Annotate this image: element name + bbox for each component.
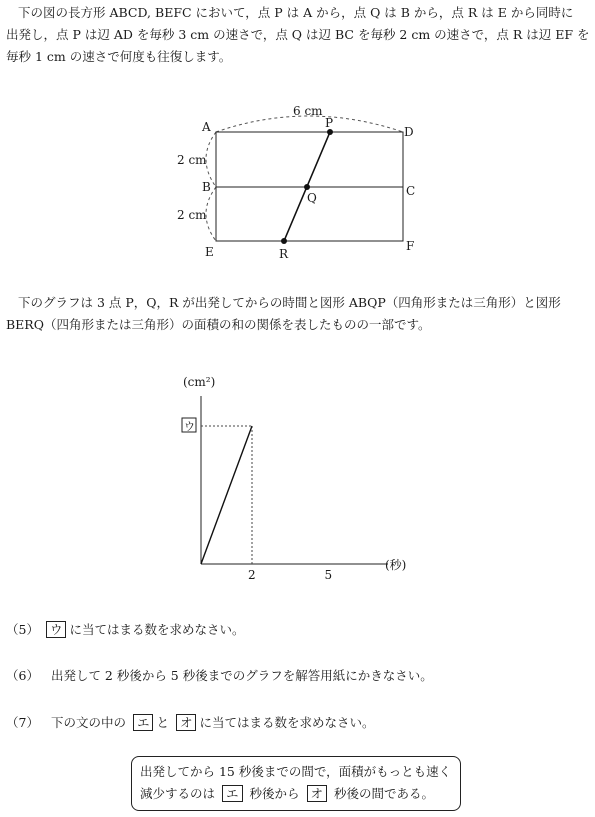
q7-pre: 下の文の中の xyxy=(50,715,126,730)
question-6 xyxy=(6,666,433,684)
x-axis-label: (秒) xyxy=(385,558,407,572)
question-7 xyxy=(6,713,374,731)
point-r-dot xyxy=(281,238,287,244)
intro-line-3: 毎秒 1 cm の速さで何度も往復します。 xyxy=(6,49,232,64)
question-5 xyxy=(6,620,244,638)
statement-post: 秒後の間である。 xyxy=(334,786,435,801)
graph-intro-line-1: 下のグラフは 3 点 P，Q，R が出発してからの時間と図形 ABQP（四角形または三角形）と図形 xyxy=(18,295,561,310)
statement-line-1: 出発してから 15 秒後までの間で，面積がもっとも速く xyxy=(140,764,452,779)
rectangle-figure xyxy=(160,98,430,263)
statement-box xyxy=(131,756,461,811)
q7-box-o: オ xyxy=(176,714,197,731)
statement-box-e: エ xyxy=(222,785,243,802)
graph-intro-paragraph xyxy=(6,292,590,336)
lower-height-label: 2 cm xyxy=(177,208,207,222)
label-p: P xyxy=(325,116,334,130)
series-line xyxy=(201,426,252,564)
label-c: C xyxy=(406,184,416,198)
q7-and: と xyxy=(156,715,169,730)
upper-height-label: 2 cm xyxy=(177,153,207,167)
y-axis-label: (cm²) xyxy=(183,375,216,389)
intro-line-1: 下の図の長方形 ABCD, BEFC において，点 P は A から，点 Q は B から，点 R は E から同時に xyxy=(18,5,574,20)
q6-number: （6） xyxy=(6,668,39,683)
width-label: 6 cm xyxy=(293,104,323,118)
statement-line-2 xyxy=(140,783,452,805)
width-arc xyxy=(216,116,403,132)
label-a: A xyxy=(202,120,211,134)
x-tick-label-2: 2 xyxy=(248,568,256,582)
upper-height-arc xyxy=(206,132,216,187)
lower-height-arc xyxy=(206,187,216,241)
q6-text: 出発して 2 秒後から 5 秒後までのグラフを解答用紙にかきなさい。 xyxy=(50,668,433,683)
label-b: B xyxy=(202,180,211,194)
statement-mid: 秒後から xyxy=(249,786,300,801)
label-d: D xyxy=(404,125,414,139)
area-graph xyxy=(170,368,430,588)
q7-post: に当てはまる数を求めなさい。 xyxy=(199,715,375,730)
x-tick-label-5: 5 xyxy=(324,568,333,582)
point-q-dot xyxy=(304,184,310,190)
intro-paragraph xyxy=(6,2,590,68)
q5-box-u: ウ xyxy=(46,621,67,638)
label-q: Q xyxy=(307,191,317,205)
label-e: E xyxy=(205,245,214,259)
q7-number: （7） xyxy=(6,715,39,730)
statement-pre: 減少するのは xyxy=(140,786,216,801)
statement-box-o: オ xyxy=(307,785,328,802)
graph-intro-line-2: BERQ（四角形または三角形）の面積の和の関係を表したものの一部です。 xyxy=(6,317,431,332)
q5-text: に当てはまる数を求めなさい。 xyxy=(69,622,245,637)
q7-box-e: エ xyxy=(133,714,154,731)
label-r: R xyxy=(279,247,289,261)
y-value-box-label: ウ xyxy=(184,420,195,433)
intro-line-2: 出発し，点 P は辺 AD を毎秒 3 cm の速さで，点 Q は辺 BC を毎秒 2 cm の速さで，点 R は辺 EF を xyxy=(6,27,590,42)
q5-number: （5） xyxy=(6,622,39,637)
label-f: F xyxy=(406,239,415,253)
